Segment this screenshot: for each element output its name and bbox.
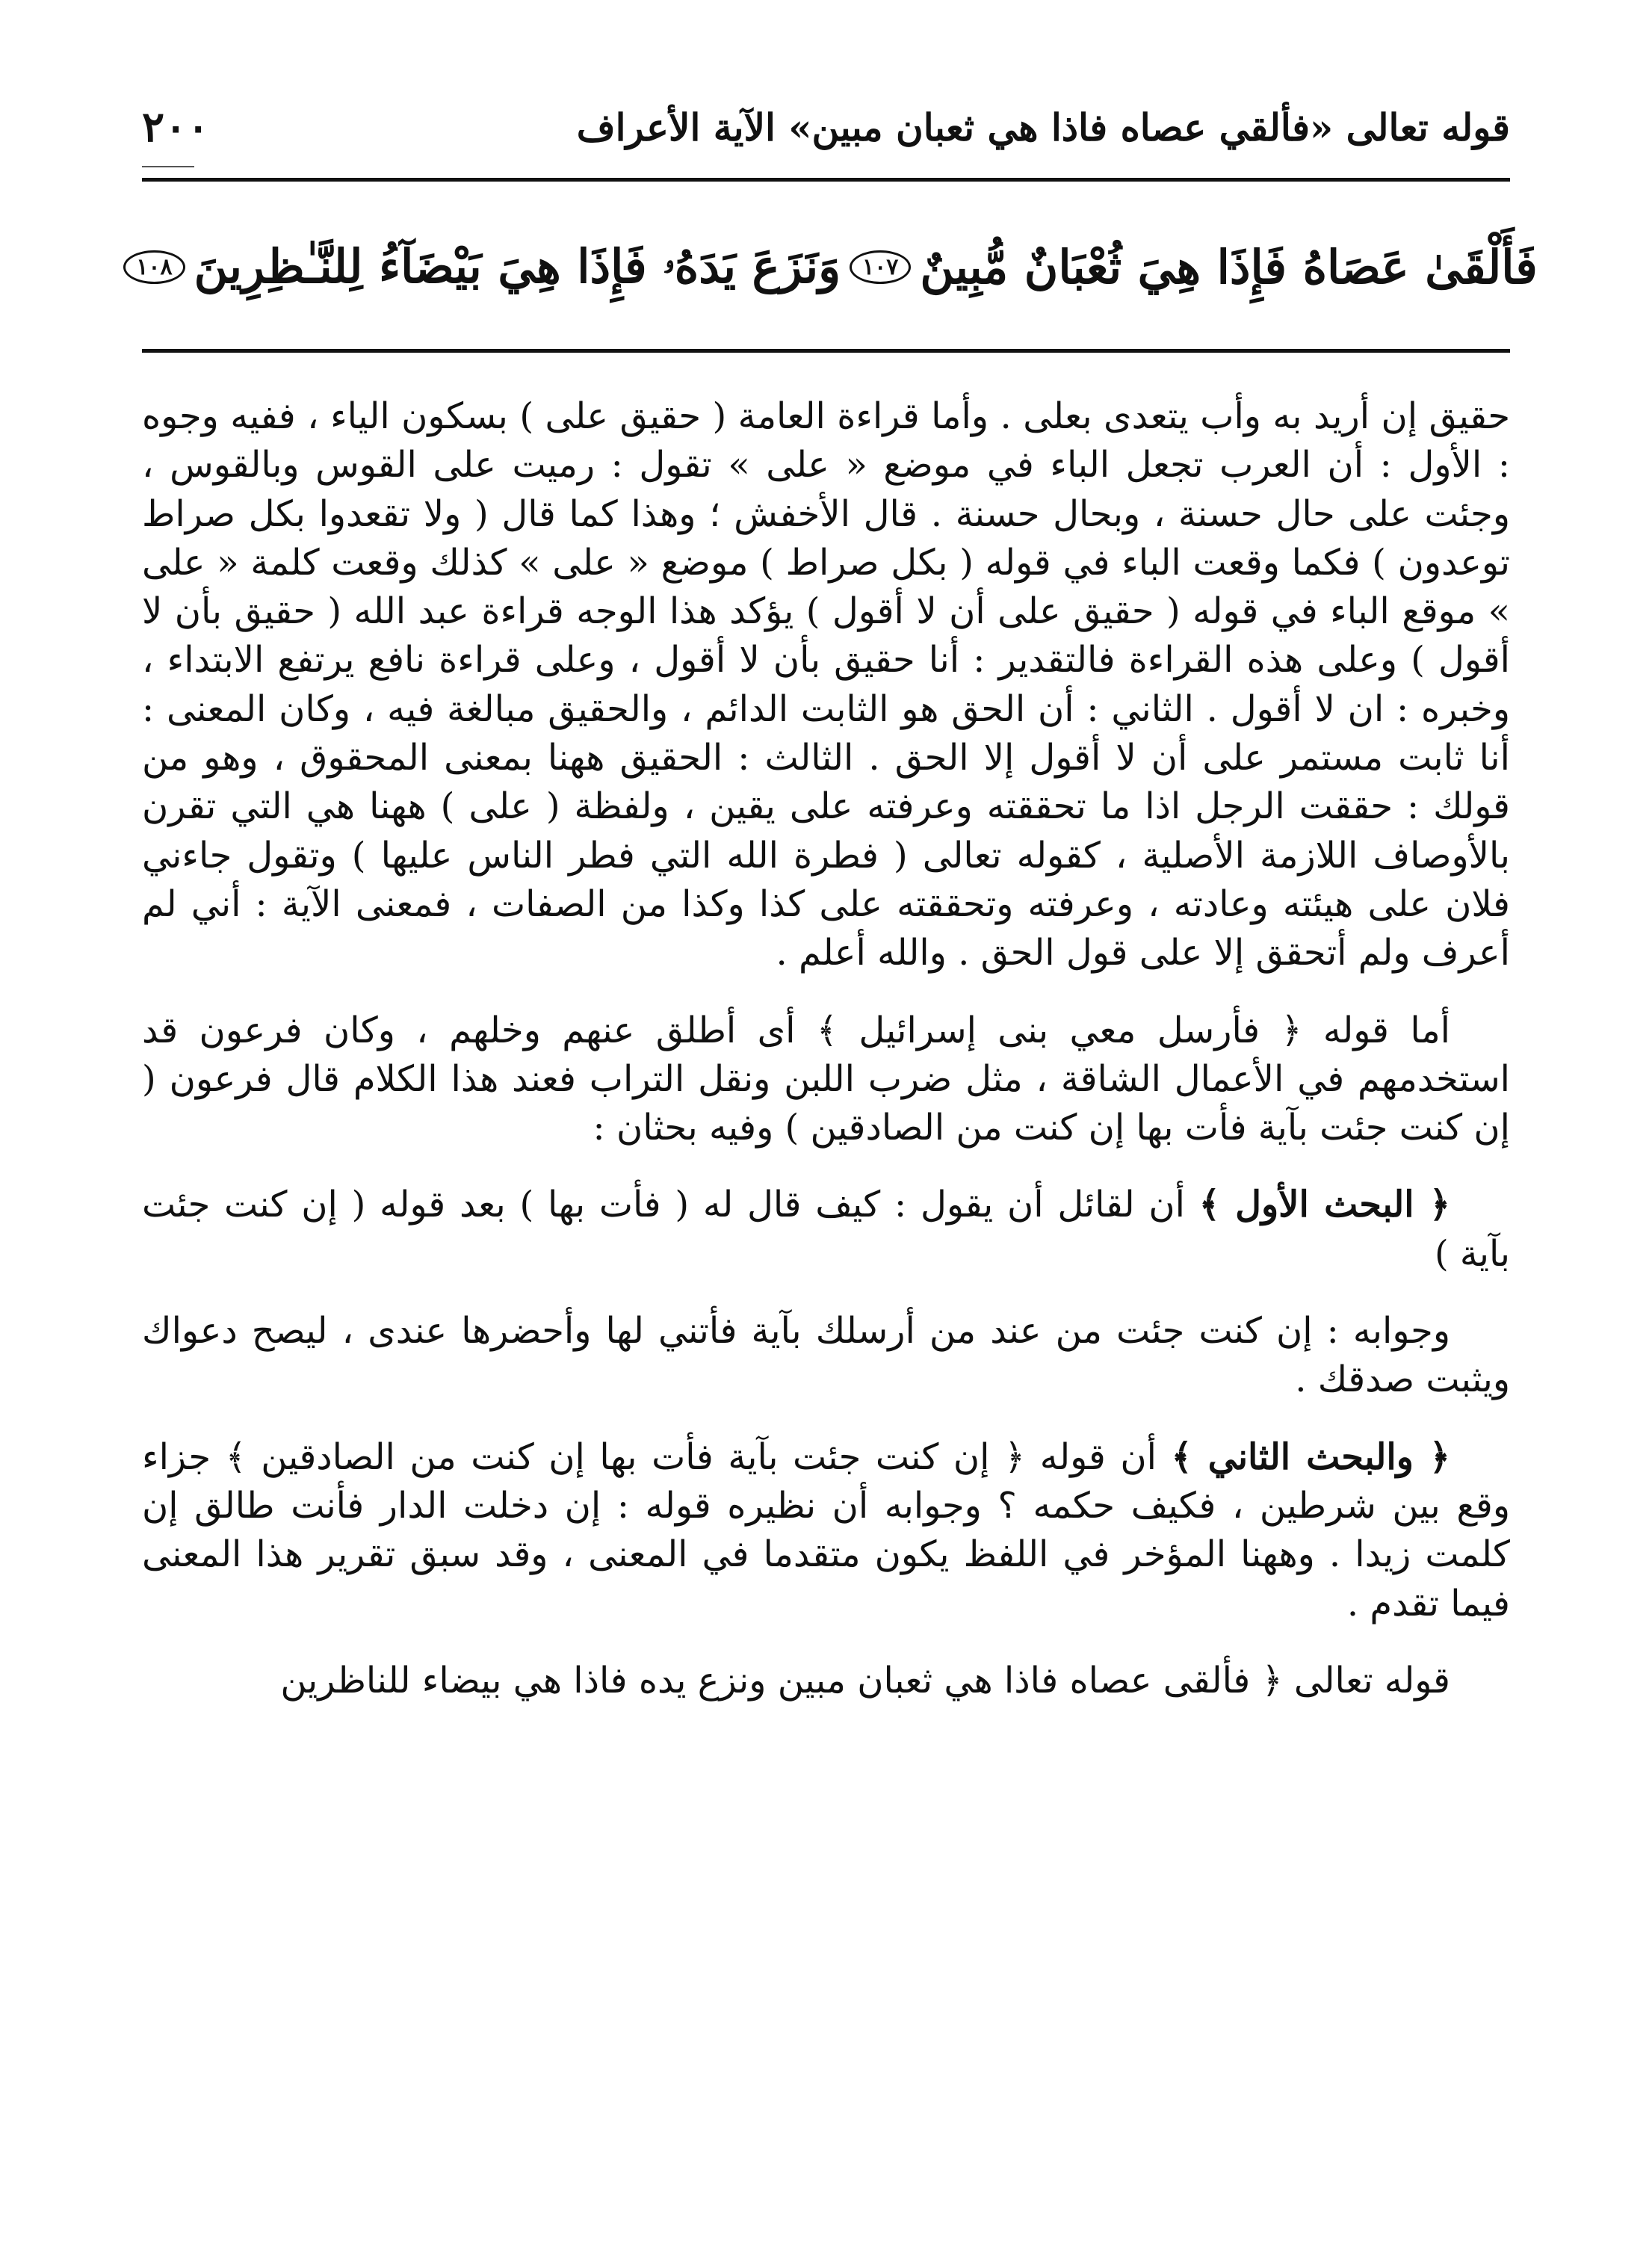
paragraph-2: أما قوله ﴿ فأرسل معي بنى إسرائيل ﴾ أى أطلق عنهم وخلهم ، وكان فرعون قد استخدمهم في الأعمال الشاقة ، مثل ضرب اللبن ونقل التراب فعند هذا الكلام قال فرعون ( إن كنت جئت بآية فأت بها إن كنت من الصادقين ) وفيه بحثان : (142, 1009, 1511, 1149)
running-header (142, 93, 1510, 161)
verse-number-107: ١٠٧ (850, 250, 911, 284)
paragraph-6: قوله تعالى ﴿ فألقى عصاه فاذا هي ثعبان مبين ونزع يده فاذا هي بيضاء للناظرين (280, 1659, 1450, 1701)
page-number: ٢٠٠ (142, 102, 210, 152)
verse-number-108: ١٠٨ (123, 250, 185, 284)
paragraph-5-text: أن قوله ﴿ إن كنت جئت بآية فأت بها إن كنت من الصادقين ﴾ جزاء وقع بين شرطين ، فكيف حكمه ؟ وجوابه أن نظيره قوله : إن دخلت الدار فأنت طالق إن كلمت زيدا . وههنا المؤخر في اللفظ يكون متقدما في المعنى ، وقد سبق تقرير هذا المعنى فيما تقدم . (142, 1435, 1511, 1625)
bottom-divider (142, 349, 1510, 353)
quran-verse (136, 196, 1538, 338)
header-title: قوله تعالى «فألقي عصاه فاذا هي ثعبان مبين» الآية الأعراف (576, 105, 1510, 149)
paragraph-4: وجوابه : إن كنت جئت من عند من أرسلك بآية فأتني لها وأحضرها عندى ، ليصح دعواك ويثبت صدقك . (142, 1310, 1510, 1401)
section-heading-first-inquiry: ﴿ البحث الأول ﴾ (1198, 1184, 1450, 1226)
section-heading-second-inquiry: ﴿ والبحث الثاني ﴾ (1171, 1435, 1451, 1478)
commentary-body (142, 392, 1510, 1705)
top-divider (142, 178, 1510, 182)
verse-text-107: فَأَلْقَىٰ عَصَاهُ فَإِذَا هِيَ ثُعْبَانٌ مُّبِينٌ (920, 239, 1538, 294)
paragraph-3 (142, 1181, 1510, 1279)
paragraph-1: حقيق إن أريد به وأب يتعدى بعلى . وأما قراءة العامة ( حقيق على ) بسكون الياء ، ففيه وجوه : الأول : أن العرب تجعل الباء في موضع « على » تقول : رميت على القوس وبالقوس ، وجئت على حال حسنة ، وبحال حسنة . قال الأخفش ؛ وهذا كما قال ( ولا تقعدوا بكل صراط توعدون ) فكما وقعت الباء في قوله ( بكل صراط ) موضع « على » كذلك وقعت كلمة « على » موقع الباء في قوله ( حقيق على أن لا أقول ) يؤكد هذا الوجه قراءة عبد الله ( حقيق بأن لا أقول ) وعلى هذه القراءة فالتقدير : أنا حقيق بأن لا أقول ، وعلى قراءة نافع يرتفع الابتداء ، وخبره : ان لا أقول . الثاني : أن الحق هو الثابت الدائم ، والحقيق مبالغة فيه ، وكان المعنى : أنا ثابت مستمر على أن لا أقول إلا الحق . الثالث : الحقيق ههنا بمعنى المحقوق ، وهو من قولك : حققت الرجل اذا ما تحققته وعرفته على يقين ، ولفظة ( على ) ههنا هي التي تقرن بالأوصاف اللازمة الأصلية ، كقوله تعالى ( فطرة الله التي فطر الناس عليها ) وتقول جاءني فلان على هيئته وعادته ، وعرفته وتحققته على كذا وكذا من الصفات ، فمعنى الآية : أني لم أعرف ولم أتحقق إلا على قول الحق . والله أعلم . (142, 395, 1511, 974)
paragraph-3-text: أن لقائل أن يقول : كيف قال له ( فأت بها ) بعد قوله ( إن كنت جئت بآية ) (142, 1184, 1510, 1275)
paragraph-5 (142, 1433, 1510, 1628)
verse-text-108: وَنَزَعَ يَدَهُۥ فَإِذَا هِيَ بَيْضَآءُ لِلنَّـٰظِرِينَ (194, 239, 841, 294)
header-tick-mark (142, 166, 194, 167)
